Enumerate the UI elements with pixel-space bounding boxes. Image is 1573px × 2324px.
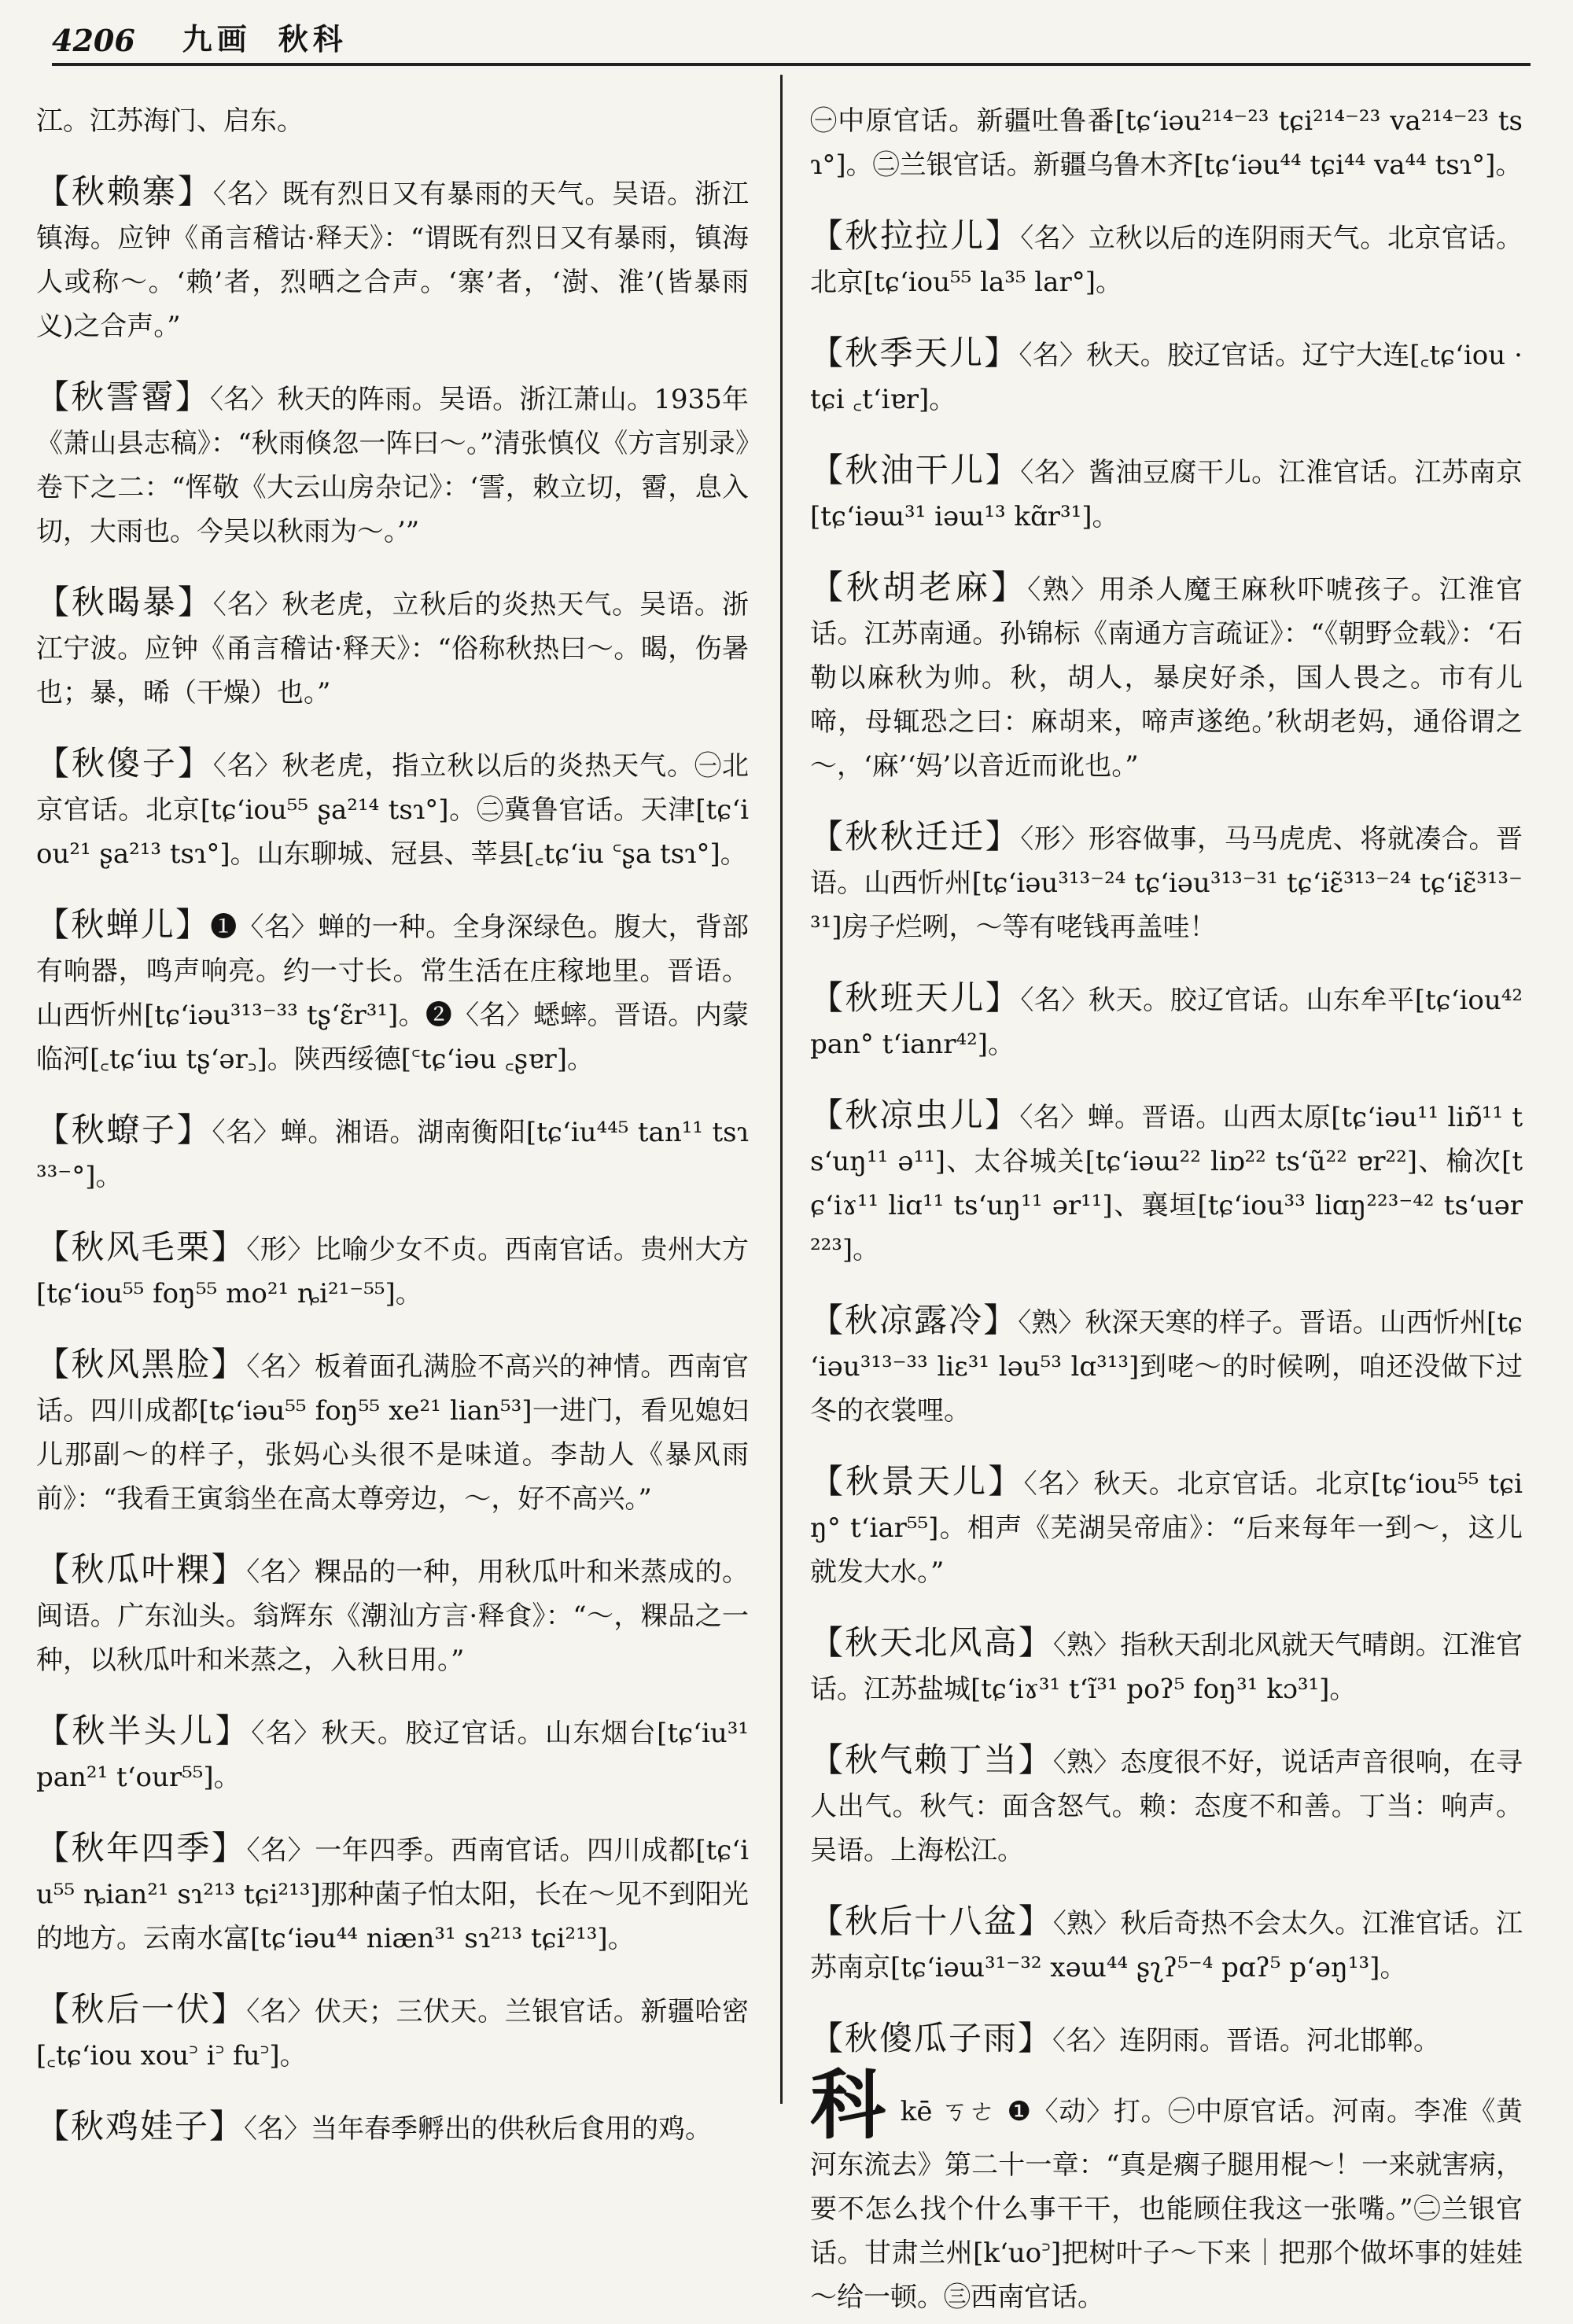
dictionary-entry <box>810 448 1523 539</box>
entry-headword: 【秋傻子】 <box>36 744 213 783</box>
dictionary-entry <box>810 1621 1523 1711</box>
entry-definition: 〈名〉秋老虎，指立秋以后的炎热天气。㊀北京官话。北京[tɕʻiou⁵⁵ ʂa²¹⁴ tsɿ°]。㊁冀鲁官话。天津[tɕʻiou²¹ ʂa²¹³ tsɿ°]。山东聊城、冠县、莘县[꜀tɕʻiu ꜂ʂa tsɿ°]。 <box>36 750 749 870</box>
left-column <box>36 72 749 2156</box>
dictionary-entry <box>36 170 749 348</box>
entry-definition: 〈名〉立秋以后的连阴雨天气。北京官话。北京[tɕʻiou⁵⁵ la³⁵ lar°]。 <box>810 223 1523 298</box>
entry-definition: 〈名〉蝉。湘语。湖南衡阳[tɕʻiu⁴⁴⁵ tan¹¹ tsɿ³³⁻°]。 <box>36 1117 749 1192</box>
entry-headword: 【秋后一伏】 <box>36 1990 247 2028</box>
dictionary-entry <box>810 2016 1523 2063</box>
entry-headword: 【秋气赖丁当】 <box>810 1740 1053 1779</box>
dictionary-entry <box>36 1709 749 1799</box>
entry-headword: 【秋年四季】 <box>36 1829 247 1867</box>
entry-definition: 〈名〉一年四季。西南官话。四川成都[tɕʻiu⁵⁵ ȵian²¹ sɿ²¹³ tɕi²¹³]那种菌子怕太阳，长在～见不到阳光的地方。云南水富[tɕʻiəu⁴⁴ niæn³¹ sɿ²¹³ tɕi²¹³]。 <box>36 1835 749 1954</box>
dictionary-entry <box>36 2105 749 2151</box>
dictionary-entry <box>810 1460 1523 1594</box>
dictionary-entry <box>36 1987 749 2078</box>
entry-definition: 〈名〉粿品的一种，用秋瓜叶和米蒸成的。闽语。广东汕头。翁辉东《潮汕方言·释食》：“～，粿品之一种，以秋瓜叶和米蒸之，入秋日用。” <box>36 1556 749 1676</box>
entry-headword: 【秋瓜叶粿】 <box>36 1550 247 1589</box>
entry-headword: 【秋凉虫儿】 <box>810 1096 1020 1134</box>
dictionary-entry <box>810 1899 1523 1990</box>
dictionary-entry <box>810 1093 1523 1272</box>
entry-headword: 【秋景天儿】 <box>810 1462 1024 1501</box>
dictionary-entry <box>36 1342 749 1521</box>
dictionary-entry <box>36 742 749 876</box>
entry-definition: 〈熟〉用杀人魔王麻秋吓唬孩子。江淮官话。江苏南通。孙锦标《南通方言疏证》：“《朝野佥载》：‘石勒以麻秋为帅。秋，胡人，暴戾好杀，国人畏之。市有儿啼，母辄恐之曰：麻胡来，啼声遂绝。’秋胡老妈，通俗谓之～，‘麻’‘妈’以音近而讹也。” <box>810 574 1523 782</box>
entry-definition: 〈熟〉秋深天寒的样子。晋语。山西忻州[tɕʻiəu³¹³⁻³³ liɛ³¹ ləu⁵³ lɑ³¹³]到咾～的时候咧，咱还没做下过冬的衣裳哩。 <box>810 1307 1523 1427</box>
entry-headword: 【秋半头儿】 <box>36 1711 252 1750</box>
entry-pronunciation: kē ㄎㄜ <box>900 2096 996 2127</box>
entry-headword: 【秋傻瓜子雨】 <box>810 2019 1053 2057</box>
dictionary-entry <box>36 1225 749 1316</box>
continuation-text: 江。江苏海门、启东。 <box>36 105 304 137</box>
entry-definition: 〈名〉秋老虎，立秋后的炎热天气。吴语。浙江宁波。应钟《甬言稽诂·释天》：“俗称秋热曰～。暍，伤暑也；暴，晞（干燥）也。” <box>36 589 749 709</box>
entry-definition: 〈名〉酱油豆腐干儿。江淮官话。江苏南京[tɕʻiəɯ³¹ iəɯ¹³ kɑ̃r³¹]。 <box>810 457 1523 532</box>
entry-definition: 〈名〉连阴雨。晋语。河北邯郸。 <box>1052 2025 1441 2057</box>
dictionary-entry <box>36 1548 749 1682</box>
entry-definition: 〈名〉秋天。胶辽官话。山东烟台[tɕʻiu³¹ pan²¹ tʻour⁵⁵]。 <box>36 1718 749 1793</box>
entry-headword: 【秋油干儿】 <box>810 451 1021 489</box>
entry-definition: 〈名〉伏天；三伏天。兰银官话。新疆哈密[꜀tɕʻiou xou꜄ i꜄ fu꜄]。 <box>36 1996 749 2072</box>
entry-definition: 〈名〉当年春季孵出的供秋后食用的鸡。 <box>244 2113 713 2145</box>
dictionary-entry <box>810 976 1523 1066</box>
page-header <box>52 14 1531 66</box>
entry-headword: 【秋暍暴】 <box>36 583 213 621</box>
entry-definition: 〈熟〉指秋天刮北风就天气晴朗。江淮官话。江苏盐城[tɕʻiɤ³¹ tʻĩ³¹ poʔ⁵ foŋ³¹ kɔ³¹]。 <box>810 1630 1523 1705</box>
entry-definition: 〈形〉形容做事，马马虎虎、将就凑合。晋语。山西忻州[tɕʻiəu³¹³⁻²⁴ tɕʻiəu³¹³⁻³¹ tɕʻiɛ̃³¹³⁻²⁴ tɕʻiɛ̃³¹³⁻³¹]房子烂咧，～等有咾钱再盖哇！ <box>810 823 1523 943</box>
entry-headword: 【秋胡老麻】 <box>810 568 1028 606</box>
right-column <box>810 72 1523 2324</box>
entry-definition: 〈名〉蝉。晋语。山西太原[tɕʻiəu¹¹ liɒ̃¹¹ tsʻuŋ¹¹ ə¹¹]、太谷城关[tɕʻiəɯ²² liɒ²² tsʻũ²² ɐr²²]、榆次[tɕʻiɤ¹¹ liɑ¹¹ tsʻuŋ¹¹ ər¹¹]、襄垣[tɕʻiou³³ liɑŋ²²³⁻⁴² tsʻuər²²³]。 <box>810 1102 1523 1265</box>
dictionary-entry <box>810 565 1523 788</box>
character-entry <box>810 2061 1523 2319</box>
entry-definition: 〈名〉既有烈日又有暴雨的天气。吴语。浙江镇海。应钟《甬言稽诂·释天》：“谓既有烈日又有暴雨，镇海人或称～。‘赖’者，烈晒之合声。‘寨’者，‘澍、淮’(皆暴雨义)之合声。” <box>36 179 749 342</box>
entry-headword: 【秋后十八盆】 <box>810 1902 1053 1940</box>
continuation-text: ㊀中原官话。新疆吐鲁番[tɕʻiəu²¹⁴⁻²³ tɕi²¹⁴⁻²³ va²¹⁴⁻²³ tsɿ°]。㊁兰银官话。新疆乌鲁木齐[tɕʻiəu⁴⁴ tɕi⁴⁴ va⁴⁴ tsɿ°]。 <box>810 105 1523 181</box>
entry-headword: 【秋拉拉儿】 <box>810 216 1021 255</box>
entry-headword: 【秋风毛栗】 <box>36 1228 247 1266</box>
entry-headword: 【秋季天儿】 <box>810 333 1019 372</box>
entry-character: 科 <box>810 2061 886 2149</box>
dictionary-entry <box>810 331 1523 422</box>
entry-headword: 【秋班天儿】 <box>810 978 1021 1017</box>
dictionary-entry <box>36 375 749 554</box>
dictionary-entry <box>36 1826 749 1961</box>
entry-headword: 【秋鸡娃子】 <box>36 2107 245 2145</box>
entry-headword: 【秋赖寨】 <box>36 172 213 211</box>
headword-label: 秋科 <box>278 21 348 57</box>
entry-headword: 【秋蝉儿】 <box>36 905 211 944</box>
dictionary-entry <box>810 1738 1523 1873</box>
dictionary-entry <box>36 903 749 1081</box>
left-entries <box>36 170 749 2151</box>
dictionary-entry <box>810 214 1523 304</box>
entry-definition: 〈熟〉态度很不好，说话声音很响，在寻人出气。秋气：面含怒气。赖：态度不和善。丁当：响声。吴语。上海松江。 <box>810 1747 1523 1866</box>
dictionary-entry <box>810 815 1523 949</box>
entry-definition: 〈名〉秋天的阵雨。吴语。浙江萧山。1935年《萧山县志稿》：“秋雨倏忽一阵曰～。”清张慎仪《方言别录》卷下之二：“恽敬《大云山房杂记》：‘霅，敕立切，霫，息入切，大雨也。今吴以秋雨为～。’” <box>36 384 749 547</box>
entry-headword: 【秋霅霫】 <box>36 378 210 416</box>
entry-definition: 〈名〉秋天。胶辽官话。山东牟平[tɕʻiou⁴² pan° tʻianr⁴²]。 <box>810 985 1523 1060</box>
column-divider <box>780 75 783 2104</box>
dictionary-entry <box>36 580 749 715</box>
entry-headword: 【秋天北风高】 <box>810 1623 1053 1662</box>
dictionary-entry <box>810 1298 1523 1433</box>
entry-headword: 【秋风黑脸】 <box>36 1345 247 1383</box>
entry-definition: 〈名〉板着面孔满脸不高兴的神情。西南官话。四川成都[tɕʻiəu⁵⁵ foŋ⁵⁵ xe²¹ lian⁵³]一进门，看见媳妇儿那副～的样子，张妈心头很不是味道。李劼人《暴风雨前》：“我看王寅翁坐在高太尊旁边，～，好不高兴。” <box>36 1351 749 1515</box>
entry-definition: ❶〈动〉打。㊀中原官话。河南。李准《黄河东流去》第二十一章：“真是瘸子腿用棍～！一来就害病，要不怎么找个什么事干干，也能顾住我这一张嘴。”㊁兰银官话。甘肃兰州[kʻuo꜄]把树叶子～下来｜把那个做坏事的娃娃～给一顿。㊂西南官话。 <box>810 2096 1523 2313</box>
right-entries <box>810 214 1523 2063</box>
dictionary-entry <box>36 1108 749 1199</box>
entry-definition: 〈形〉比喻少女不贞。西南官话。贵州大方[tɕʻiou⁵⁵ foŋ⁵⁵ mo²¹ ȵi²¹⁻⁵⁵]。 <box>36 1234 749 1309</box>
page-number: 4206 <box>52 23 135 58</box>
entry-definition: 〈名〉秋天。北京官话。北京[tɕʻiou⁵⁵ tɕiŋ° tʻiar⁵⁵]。相声《芜湖吴帝庙》：“后来每年一到～，这儿就发大水。” <box>810 1468 1523 1588</box>
section-label: 九画 <box>182 21 252 57</box>
entry-definition: 〈熟〉秋后奇热不会太久。江淮官话。江苏南京[tɕʻiəɯ³¹⁻³² xəɯ⁴⁴ ʂʅʔ⁵⁻⁴ pɑʔ⁵ pʻəŋ¹³]。 <box>810 1908 1523 1983</box>
entry-headword: 【秋蟟子】 <box>36 1110 212 1149</box>
entry-headword: 【秋凉露冷】 <box>810 1301 1019 1339</box>
entry-definition: ❶〈名〉蝉的一种。全身深绿色。腹大，背部有响器，鸣声响亮。约一寸长。常生活在庄稼地里。晋语。山西忻州[tɕʻiəu³¹³⁻³³ tʂʻɛ̃r³¹]。❷〈名〉蟋蟀。晋语。内蒙临河[꜀tɕʻiɯ tʂʻər꜆]。陕西绥德[꜂tɕʻiəu ꜀ʂɐr]。 <box>36 912 749 1075</box>
entry-definition: 〈名〉秋天。胶辽官话。辽宁大连[꜀tɕʻiou ·tɕi ꜀tʻiɐr]。 <box>810 340 1523 415</box>
entry-headword: 【秋秋迁迁】 <box>810 817 1021 856</box>
